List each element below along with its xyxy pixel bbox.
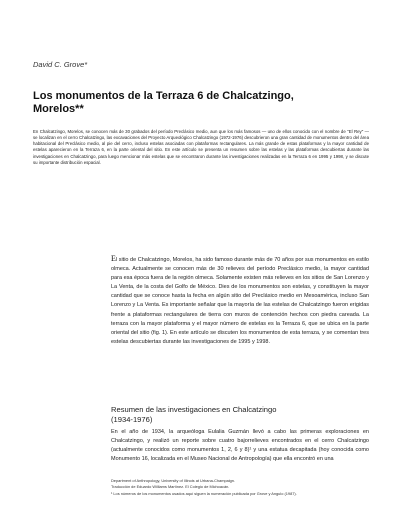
article-title [33, 90, 373, 116]
section-paragraph: En el año de 1934, la arqueóloga Eulalia Guzmán llevó a cabo las primeras exploraciones en Chalcatzingo, y realizó un reporte sobre cuatro bajorrelieves encontrados en el cerro Chalcatzingo (actualmente conocidos como monumentos 1, 2, 6 y 8)¹ y una estatua decapitada (hoy conocida como Monumento 16, localizada en el Museo Nacional de Antropología) que ella encontró en una [111, 429, 369, 463]
section-heading [111, 405, 369, 424]
title-line-2: Morelos** [33, 103, 84, 115]
title-line-1: Los monumentos de la Terraza 6 de Chalcatzingo, [33, 90, 294, 102]
footnote-monument-numbering: ¹ Los números de los monumentos usados aquí siguen la numeración publicada por Grove y Angulo (1987). [111, 490, 297, 496]
author-name: David C. Grove* [33, 60, 88, 69]
intro-paragraph [111, 254, 369, 347]
section-heading-line-1: Resumen de las investigaciones en Chalcatzingo [111, 405, 277, 414]
section-heading-line-2: (1934-1976) [111, 414, 153, 424]
drop-cap: E [111, 254, 116, 263]
abstract: En Chalcatzingo, Morelos, se conocen más de 30 grabados del período Preclásico medio, aun que los más famosos — uno de ellos conocido con el nombre de "El Rey" — se localizan en el cerro Chalcatzingo, las excavaciones del Proyecto Arqueológico Chalcatzingo (1972-1976) descubrieron una gran cantidad de monumentos dentro del área habitacional del Preclásico medio, al pie del cerro, incluso estelas asociadas con plataformas rectangulares. La más grande de estas plataformas y la mayor cantidad de estelas aparecieron en la Terraza 6, en la parte oriental del sitio. En este artículo se presenta un resumen sobre las estelas y las plataformas descubiertas durante las investigaciones en Chalcatzingo, para luego mencionar más estelas que se encontraron durante las investigaciones realizadas en la Terraza 6 en 1995 y 1998, y se discute su importante distribución espacial. [33, 129, 369, 165]
footnote-affiliation: Department of Anthropology, University of Illinois at Urbana-Champaign. [111, 478, 236, 483]
footnote-translation: Traducción de Eduardo Williams Martínez. El Colegio de Michoacán. [111, 484, 230, 490]
intro-paragraph-text: l sitio de Chalcatzingo, Morelos, ha sido famoso durante más de 70 años por sus monumentos en estilo olmeca. Actualmente se conocen más de 30 relieves del período Preclásico medio, la mayor cantidad para esa época fuera de la región olmeca. Solamente existen más relieves en los sitios de San Lorenzo y La Venta, de la costa del Golfo de México. Dies de los monumentos son estelas, y constituyen la mayor cantidad que se conoce hasta la fecha en algún sitio del Preclásico medio en Mesoamérica, incluso San Lorenzo y La Venta. Es importante señalar que la mayoría de las estelas de Chalcatzingo fueron erigidas frente a plataformas rectangulares de tierra con muros de contención hechos con piedra careada. La terraza con la mayor plataforma y el mayor número de estelas es la Terraza 6, que se ubica en la parte oriental del sitio (fig. 1). En este artículo se discuten los monumentos de esta terraza, y se comentan tres estelas descubiertas durante las investigaciones de 1995 y 1998. [111, 257, 369, 345]
footnotes [111, 478, 369, 497]
